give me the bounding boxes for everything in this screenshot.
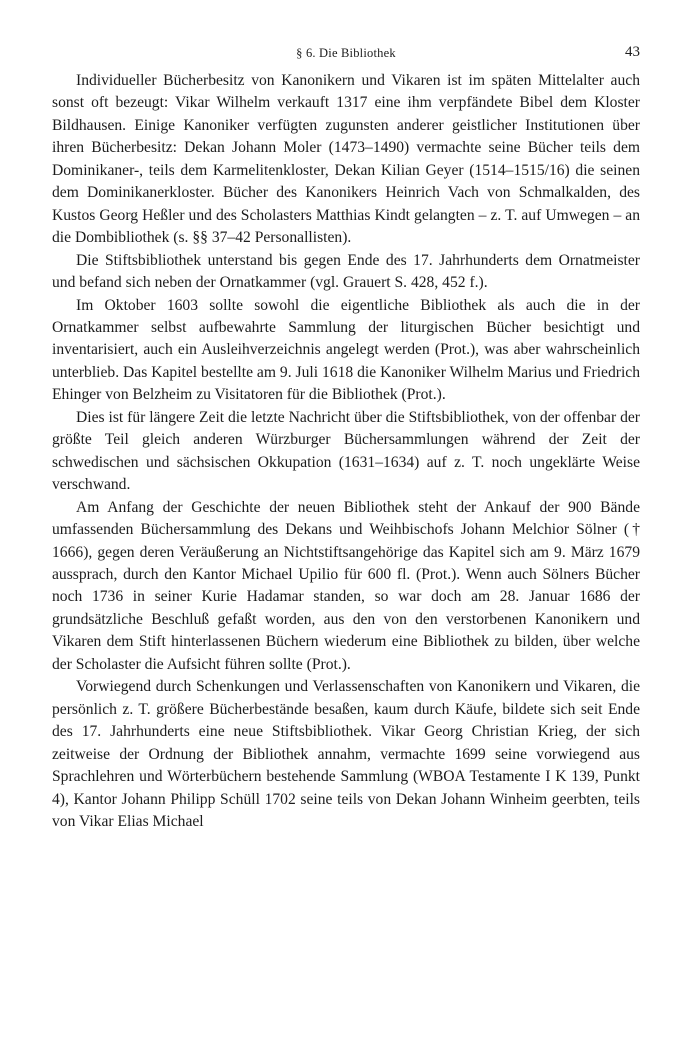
paragraph: Individueller Bücherbesitz von Kanonikern und Vikaren ist im späten Mittelalter auch sonst oft bezeugt: Vikar Wilhelm verkauft 1317 eine ihm verpfändete Bibel dem Kloster Bildhausen. Einige Kanoniker verfügten zugunsten anderer geistlicher Institutionen über ihren Bücherbesitz: Dekan Johann Moler (1473–1490) vermachte seine Bücher teils dem Dominikaner-, teils dem Karmelitenkloster, Dekan Kilian Geyer (1514–1515/16) die seinen dem Dominikanerkloster. Bücher des Kanonikers Heinrich Vach von Schmalkalden, des Kustos Georg Heßler und des Scholasters Matthias Kindt gelangten – z. T. auf Umwegen – an die Dombibliothek (s. §§ 37–42 Personallisten). [52,72,640,247]
paragraph: Dies ist für längere Zeit die letzte Nachricht über die Stiftsbibliothek, von der offenbar der größte Teil gleich anderen Würzburger Büchersammlungen während der Zeit der schwedischen und sächsischen Okkupation (1631–1634) auf z. T. noch ungeklärte Weise verschwand. [52,408,640,494]
page-number: 43 [625,44,640,60]
paragraph: Vorwiegend durch Schenkungen und Verlassenschaften von Kanonikern und Vikaren, die persönlich z. T. größere Bücherbestände besaßen, kaum durch Käufe, bildete sich seit Ende des 17. Jahrhunderts eine neue Stiftsbibliothek. Vikar Georg Christian Krieg, der sich zeitweise der Ordnung der Bibliothek annahm, vermachte 1699 seine vorwiegend aus Sprachlehren und Wörterbüchern bestehende Sammlung (WBOA Testamente I K 139, Punkt 4), Kantor Johann Philipp Schüll 1702 seine teils von Dekan Johann Winheim geerbten, teils von Vikar Elias Michael [52,678,640,830]
section-title: § 6. Die Bibliothek [296,46,396,60]
running-header [52,40,640,64]
body-text [52,70,640,833]
book-page [52,40,640,833]
paragraph: Am Anfang der Geschichte der neuen Bibliothek steht der Ankauf der 900 Bände umfassenden Büchersammlung des Dekans und Weihbischofs Johann Melchior Sölner († 1666), gegen deren Veräußerung an Nichtstiftsangehörige das Kapitel sich am 9. März 1679 aussprach, durch den Kantor Michael Upilio für 600 fl. (Prot.). Wenn auch Sölners Bücher noch 1736 in seiner Kurie Hadamar standen, so war doch am 28. Januar 1686 der grundsätzliche Beschluß gefaßt worden, aus den von den verstorbenen Kanonikern und Vikaren dem Stift hinterlassenen Büchern wiederum eine Bibliothek zu bilden, über welche der Scholaster die Aufsicht führen sollte (Prot.). [52,498,640,673]
paragraph: Im Oktober 1603 sollte sowohl die eigentliche Bibliothek als auch die in der Ornatkammer selbst aufbewahrte Sammlung der liturgischen Bücher besichtigt und inventarisiert, auch ein Ausleihverzeichnis angelegt werden (Prot.), was aber wahrscheinlich unterblieb. Das Kapitel bestellte am 9. Juli 1618 die Kanoniker Wilhelm Marius und Friedrich Ehinger von Belzheim zu Visitatoren für die Bibliothek (Prot.). [52,296,640,404]
paragraph: Die Stiftsbibliothek unterstand bis gegen Ende des 17. Jahrhunderts dem Ornatmeister und befand sich neben der Ornatkammer (vgl. Grauert S. 428, 452 f.). [52,251,640,292]
